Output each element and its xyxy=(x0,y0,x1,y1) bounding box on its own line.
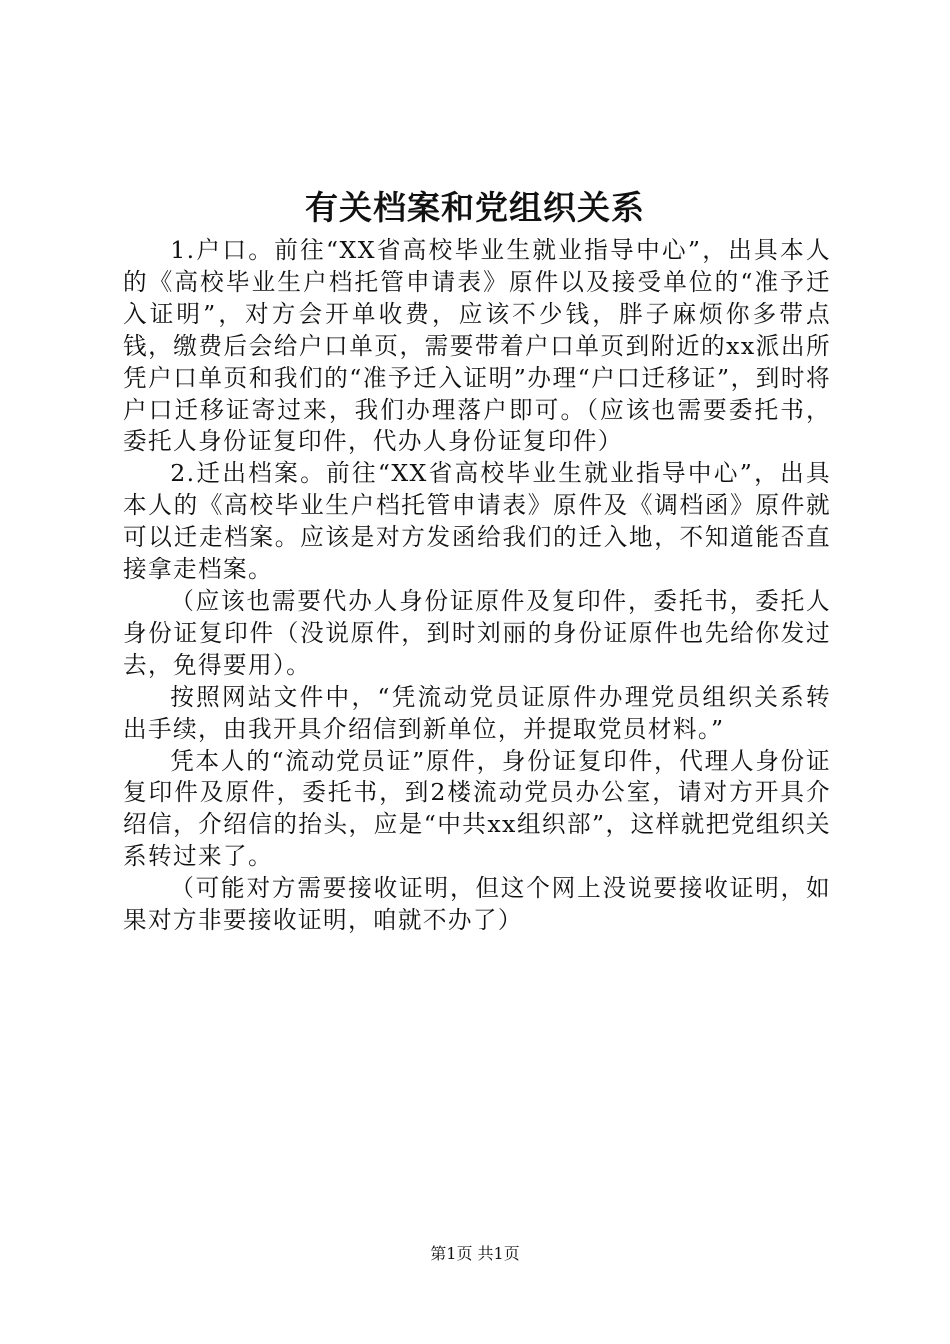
paragraph-party-transfer: 凭本人的“流动党员证”原件，身份证复印件，代理人身份证复印件及原件，委托书，到2楼流动党员办公室，请对方开具介绍信，介绍信的抬头，应是“中共xx组织部”，这样就把党组织关系转过来了。 xyxy=(123,746,831,871)
paragraph-website-quote: 按照网站文件中，“凭流动党员证原件办理党员组织关系转出手续，由我开具介绍信到新单位，并提取党员材料。” xyxy=(123,682,831,743)
page-footer: 第1页 共1页 xyxy=(430,1244,520,1263)
document-body xyxy=(123,235,831,937)
page-title: 有关档案和党组织关系 xyxy=(305,188,645,227)
paragraph-archive: 2.迁出档案。前往“XX省高校毕业生就业指导中心”，出具本人的《高校毕业生户档托管申请表》原件及《调档函》原件就可以迁走档案。应该是对方发函给我们的迁入地，不知道能否直接拿走档案。 xyxy=(123,459,831,584)
paragraph-party-note: （可能对方需要接收证明，但这个网上没说要接收证明，如果对方非要接收证明，咱就不办了） xyxy=(123,874,831,935)
paragraph-hukou: 1.户口。前往“XX省高校毕业生就业指导中心”，出具本人的《高校毕业生户档托管申请表》原件以及接受单位的“准予迁入证明”，对方会开单收费，应该不少钱，胖子麻烦你多带点钱，缴费后会给户口单页，需要带着户口单页到附近的xx派出所凭户口单页和我们的“准予迁入证明”办理“户口迁移证”，到时将户口迁移证寄过来，我们办理落户即可。（应该也需要委托书，委托人身份证复印件，代办人身份证复印件） xyxy=(123,236,831,456)
paragraph-archive-note: （应该也需要代办人身份证原件及复印件，委托书，委托人身份证复印件（没说原件，到时刘丽的身份证原件也先给你发过去，免得要用）。 xyxy=(123,586,831,679)
